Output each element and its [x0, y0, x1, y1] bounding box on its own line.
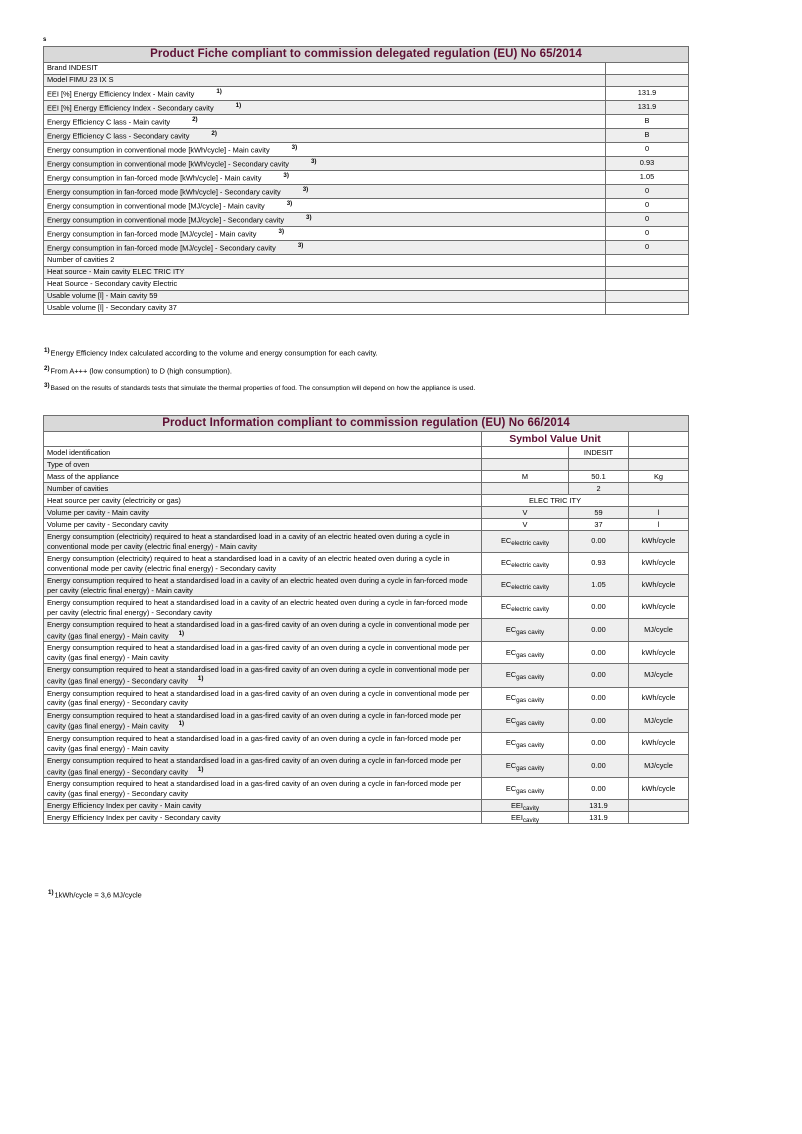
row-value	[606, 63, 689, 75]
footnote	[44, 348, 689, 358]
table-row	[44, 199, 689, 213]
table-row	[44, 255, 689, 267]
row-label	[44, 279, 606, 291]
footnote-marker: 3)	[297, 242, 304, 250]
row-label-text: Energy consumption in conventional mode [MJ/cycle] - Main cavity	[47, 201, 265, 211]
row-label	[44, 709, 482, 732]
table-row	[44, 575, 689, 597]
row-label-text: Energy consumption required to heat a standardised load in a gas-fired cavity of an oven during a cycle in conventional mode per cavity (gas final energy) - Secondary cavity	[47, 688, 470, 708]
row-symbol	[482, 471, 569, 483]
row-value: 0.93	[606, 157, 689, 171]
product-information-footnotes	[48, 890, 693, 900]
footnote-marker: 1)	[178, 720, 185, 728]
table-row	[44, 157, 689, 171]
row-label	[44, 519, 482, 531]
row-unit	[629, 800, 689, 812]
table-row	[44, 471, 689, 483]
row-symbol-base: EEI	[510, 800, 523, 810]
table-row	[44, 507, 689, 519]
row-symbol	[482, 619, 569, 642]
table-row	[44, 291, 689, 303]
row-label	[44, 157, 606, 171]
footnote-marker: 3)	[44, 382, 50, 390]
row-value: 0	[606, 213, 689, 227]
table-row	[44, 143, 689, 157]
table-row	[44, 531, 689, 553]
row-label	[44, 75, 606, 87]
row-value: 59	[569, 507, 629, 519]
footnote-text: 1kWh/cycle = 3,6 MJ/cycle	[54, 890, 142, 900]
row-value	[606, 75, 689, 87]
row-value: 0	[606, 241, 689, 255]
row-label-text: EEI [%] Energy Efficiency Index - Main cavity	[47, 89, 195, 99]
row-symbol-subscript: gas cavity	[516, 787, 545, 795]
row-label	[44, 755, 482, 778]
row-label	[44, 642, 482, 664]
row-label-text: Usable volume [l] - Secondary cavity 37	[47, 303, 177, 313]
row-symbol-subscript: cavity	[522, 804, 540, 812]
row-label	[44, 664, 482, 687]
table-row	[44, 495, 689, 507]
table-row	[44, 709, 689, 732]
row-label-text: Energy consumption in conventional mode [kWh/cycle] - Main cavity	[47, 145, 270, 155]
row-label	[44, 171, 606, 185]
table-row	[44, 227, 689, 241]
row-label-text: Volume per cavity - Main cavity	[47, 507, 149, 517]
row-symbol	[482, 507, 569, 519]
row-label	[44, 255, 606, 267]
footnote-marker: 3)	[286, 200, 293, 208]
table-row	[44, 664, 689, 687]
row-value: 0	[606, 143, 689, 157]
product-fiche-footnotes	[44, 348, 689, 393]
table2-title-row	[44, 416, 689, 432]
table-row	[44, 185, 689, 199]
table-row	[44, 129, 689, 143]
row-symbol	[482, 642, 569, 664]
row-label-text: Model FIMU 23 IX S	[47, 75, 114, 85]
row-label	[44, 507, 482, 519]
corner-mark: s	[43, 37, 47, 43]
row-label-text: Energy consumption in fan-forced mode [MJ/cycle] - Secondary cavity	[47, 243, 276, 253]
row-symbol	[482, 778, 569, 800]
row-symbol	[482, 447, 569, 459]
row-value: 131.9	[569, 800, 629, 812]
row-label	[44, 101, 606, 115]
footnote-marker: 1)	[48, 889, 54, 896]
footnote-marker: 1)	[235, 102, 242, 110]
row-unit: MJ/cycle	[629, 709, 689, 732]
row-symbol-base: EC	[505, 715, 517, 725]
table2-title: Product Information compliant to commission regulation (EU) No 66/2014	[44, 416, 689, 432]
table-row	[44, 800, 689, 812]
footnote-marker: 1)	[178, 629, 185, 637]
row-label	[44, 227, 606, 241]
row-value: 0.00	[569, 597, 629, 619]
row-unit: kWh/cycle	[629, 575, 689, 597]
footnote-marker: 1)	[44, 347, 50, 354]
row-symbol-subscript: electric cavity	[511, 584, 550, 592]
row-symbol	[482, 687, 569, 709]
footnote-text: From A+++ (low consumption) to D (high consumption).	[50, 366, 232, 376]
row-symbol	[482, 575, 569, 597]
row-symbol	[482, 812, 569, 824]
row-label-text: Energy consumption required to heat a standardised load in a cavity of an electric heated oven during a cycle in fan-forced mode per cavity (electric final energy) - Main cavity	[47, 576, 468, 595]
table-row	[44, 459, 689, 471]
row-label-text: Brand INDESIT	[47, 63, 98, 73]
table-row	[44, 241, 689, 255]
row-label-text: Volume per cavity - Secondary cavity	[47, 519, 169, 529]
row-unit	[629, 483, 689, 495]
row-unit: l	[629, 519, 689, 531]
table1-title-row	[44, 47, 689, 63]
row-value	[606, 267, 689, 279]
table1-title: Product Fiche compliant to commission delegated regulation (EU) No 65/2014	[44, 47, 689, 63]
table2-column-header-row	[44, 432, 689, 447]
footnote-marker: 2)	[192, 116, 198, 124]
row-unit	[629, 495, 689, 507]
footnote-text: Energy Efficiency Index calculated according to the volume and energy consumption for each cavity.	[50, 348, 378, 358]
column-header-symbol-value-unit: Symbol Value Unit	[482, 432, 629, 447]
row-label-text: Model identification	[47, 447, 111, 457]
table-row	[44, 553, 689, 575]
row-label-text: Heat Source - Secondary cavity Electric	[47, 279, 178, 289]
row-value: 131.9	[606, 101, 689, 115]
footnote-marker: 1)	[197, 765, 204, 773]
row-symbol-base: EC	[505, 624, 517, 634]
row-label	[44, 483, 482, 495]
row-symbol-base: V	[522, 519, 528, 529]
row-label-text: Energy consumption in conventional mode [kWh/cycle] - Secondary cavity	[47, 159, 289, 169]
row-value: 1.05	[569, 575, 629, 597]
row-symbol	[482, 755, 569, 778]
row-label	[44, 531, 482, 553]
row-symbol	[482, 733, 569, 755]
table-row	[44, 115, 689, 129]
row-label	[44, 267, 606, 279]
footnote-marker: 2)	[211, 130, 217, 138]
row-value: 0.93	[569, 553, 629, 575]
row-unit: kWh/cycle	[629, 687, 689, 709]
row-value: 0.00	[569, 619, 629, 642]
row-symbol	[482, 483, 569, 495]
row-value: 37	[569, 519, 629, 531]
row-symbol-base: EC	[505, 738, 517, 748]
row-value: INDESIT	[569, 447, 629, 459]
row-value: 0.00	[569, 755, 629, 778]
row-symbol	[482, 800, 569, 812]
footnote-marker: 2)	[44, 364, 50, 372]
row-value: 2	[569, 483, 629, 495]
row-label-text: Energy consumption in fan-forced mode [MJ/cycle] - Main cavity	[47, 229, 257, 239]
table-row	[44, 171, 689, 185]
row-value: 1.05	[606, 171, 689, 185]
row-symbol-base: EEI	[510, 812, 523, 822]
row-symbol-subscript: cavity	[522, 816, 540, 824]
row-label-text: EEI [%] Energy Efficiency Index - Secondary cavity	[47, 103, 214, 113]
footnote-marker: 3)	[310, 158, 317, 166]
row-symbol-base: EC	[505, 692, 517, 702]
row-label-text: Energy consumption required to heat a standardised load in a gas-fired cavity of an oven during a cycle in conventional mode per cavity (gas final energy) - Main cavity	[47, 643, 470, 662]
row-value	[606, 291, 689, 303]
row-symbol-base: M	[521, 471, 529, 481]
row-unit	[629, 812, 689, 824]
row-value	[606, 279, 689, 291]
row-label	[44, 115, 606, 129]
row-label	[44, 291, 606, 303]
row-value: 0.00	[569, 733, 629, 755]
row-symbol-subscript: electric cavity	[511, 606, 550, 614]
row-value: 0.00	[569, 664, 629, 687]
footnote-marker: 1)	[197, 674, 204, 682]
footnote-marker: 3)	[302, 186, 309, 194]
row-label	[44, 597, 482, 619]
row-label-text: Energy consumption in conventional mode [MJ/cycle] - Secondary cavity	[47, 215, 285, 225]
row-unit: l	[629, 507, 689, 519]
row-label	[44, 575, 482, 597]
table-row	[44, 687, 689, 709]
row-symbol-base: V	[522, 507, 528, 517]
column-header-blank-right	[629, 432, 689, 447]
footnote-marker: 3)	[278, 228, 285, 236]
table-row	[44, 267, 689, 279]
row-value: 131.9	[569, 812, 629, 824]
row-symbol-subscript: gas cavity	[516, 719, 545, 727]
row-label-text: Energy Efficiency C lass - Secondary cavity	[47, 131, 190, 141]
row-value: 0	[606, 227, 689, 241]
table-row	[44, 483, 689, 495]
row-symbol-base: EC	[500, 602, 512, 612]
row-label-text: Energy consumption (electricity) required to heat a standardised load in a cavity of an electric heated oven during a cycle in conventional mode per cavity (electric final energy) - Main cavity	[47, 532, 450, 551]
row-label-text: Mass of the appliance	[47, 471, 119, 481]
row-label	[44, 199, 606, 213]
row-symbol	[482, 664, 569, 687]
row-value: 0.00	[569, 531, 629, 553]
footnote-marker: 3)	[283, 172, 289, 180]
row-symbol-base: EC	[505, 670, 517, 680]
row-symbol-base: EC	[500, 558, 512, 568]
row-label	[44, 553, 482, 575]
table-row	[44, 755, 689, 778]
row-label	[44, 303, 606, 315]
row-label-text: Energy consumption required to heat a standardised load in a gas-fired cavity of an oven during a cycle in fan-forced mode per cavity (gas final energy) - Secondary cavity	[47, 779, 462, 798]
table-row	[44, 87, 689, 101]
row-label-text: Energy Efficiency Index per cavity - Secondary cavity	[47, 812, 221, 822]
row-label-text: Energy Efficiency C lass - Main cavity	[47, 117, 171, 127]
table-row	[44, 597, 689, 619]
row-symbol-base: EC	[500, 580, 512, 590]
footnote	[44, 383, 689, 393]
row-symbol	[482, 459, 569, 471]
row-label	[44, 687, 482, 709]
footnote-marker: 3)	[306, 214, 312, 222]
row-value: B	[606, 129, 689, 143]
row-label-text: Type of oven	[47, 459, 90, 469]
row-value	[569, 459, 629, 471]
row-value	[606, 303, 689, 315]
row-label-text: Energy consumption required to heat a standardised load in a gas-fired cavity of an oven during a cycle in conventional mode per cavity (gas final energy) - Secondary cavity	[47, 665, 470, 686]
row-unit: kWh/cycle	[629, 553, 689, 575]
row-label-text: Energy consumption in fan-forced mode [kWh/cycle] - Secondary cavity	[47, 187, 281, 197]
table-row	[44, 642, 689, 664]
row-label	[44, 185, 606, 199]
row-label-text: Energy consumption required to heat a standardised load in a gas-fired cavity of an oven during a cycle in fan-forced mode per cavity (gas final energy) - Main cavity	[47, 734, 462, 753]
row-label-text: Energy consumption required to heat a standardised load in a cavity of an electric heated oven during a cycle in fan-forced mode per cavity (electric final energy) - Secondary cavity	[47, 598, 468, 617]
footnote-marker: 3)	[291, 144, 298, 152]
row-unit: kWh/cycle	[629, 778, 689, 800]
row-label-text: Number of cavities 2	[47, 255, 115, 265]
row-symbol-subscript: electric cavity	[511, 540, 550, 548]
row-value: 0.00	[569, 642, 629, 664]
table-row	[44, 812, 689, 824]
row-value: 131.9	[606, 87, 689, 101]
row-label	[44, 459, 482, 471]
row-label	[44, 800, 482, 812]
row-unit: kWh/cycle	[629, 642, 689, 664]
table-row	[44, 519, 689, 531]
row-symbol	[482, 553, 569, 575]
row-label-text: Energy consumption (electricity) required to heat a standardised load in a cavity of an electric heated oven during a cycle in conventional mode per cavity (electric final energy) - Secondary cavity	[47, 554, 450, 573]
row-label-text: Energy consumption in fan-forced mode [kWh/cycle] - Main cavity	[47, 173, 262, 183]
row-label-text: Number of cavities	[47, 483, 109, 493]
footnote	[44, 366, 689, 376]
table-row	[44, 733, 689, 755]
row-label-text: Usable volume [l] - Main cavity 59	[47, 291, 158, 301]
row-unit: kWh/cycle	[629, 733, 689, 755]
table-row	[44, 447, 689, 459]
row-label	[44, 87, 606, 101]
row-symbol-subscript: gas cavity	[516, 674, 545, 682]
row-symbol-subscript: gas cavity	[516, 696, 545, 704]
row-label	[44, 619, 482, 642]
column-header-blank	[44, 432, 482, 447]
row-symbol	[482, 519, 569, 531]
row-label	[44, 778, 482, 800]
row-unit: MJ/cycle	[629, 619, 689, 642]
row-label-text: Energy consumption required to heat a standardised load in a gas-fired cavity of an oven during a cycle in fan-forced mode per cavity (gas final energy) - Main cavity	[47, 710, 462, 731]
table-row	[44, 63, 689, 75]
row-label	[44, 143, 606, 157]
row-label	[44, 812, 482, 824]
row-symbol-subscript: gas cavity	[516, 651, 545, 659]
row-label	[44, 129, 606, 143]
product-information-table	[43, 415, 689, 824]
row-symbol-subscript: gas cavity	[516, 628, 545, 636]
row-unit: MJ/cycle	[629, 755, 689, 778]
row-symbol-subscript: gas cavity	[516, 742, 545, 750]
row-label	[44, 471, 482, 483]
row-symbol	[482, 709, 569, 732]
row-label	[44, 733, 482, 755]
row-unit: MJ/cycle	[629, 664, 689, 687]
row-unit: Kg	[629, 471, 689, 483]
row-value: 0	[606, 199, 689, 213]
footnote-text: Based on the results of standards tests that simulate the thermal properties of food. The consumption will depend on how the appliance is used.	[50, 385, 476, 393]
product-fiche-table	[43, 46, 689, 315]
row-symbol-base: EC	[505, 761, 517, 770]
row-label-text: Energy Efficiency Index per cavity - Main cavity	[47, 800, 202, 810]
row-value: 0.00	[569, 778, 629, 800]
table-row	[44, 279, 689, 291]
row-value: 0.00	[569, 709, 629, 732]
row-unit	[629, 447, 689, 459]
footnote	[48, 890, 693, 900]
row-unit: kWh/cycle	[629, 597, 689, 619]
table-row	[44, 778, 689, 800]
row-label	[44, 447, 482, 459]
row-value	[606, 255, 689, 267]
table-row	[44, 213, 689, 227]
row-symbol	[482, 531, 569, 553]
row-symbol-subscript: electric cavity	[511, 562, 550, 570]
row-value: 0	[606, 185, 689, 199]
row-label-text: Energy consumption required to heat a standardised load in a gas-fired cavity of an oven during a cycle in conventional mode per cavity (gas final energy) - Main cavity	[47, 620, 470, 640]
table-row	[44, 619, 689, 642]
row-symbol	[482, 597, 569, 619]
row-label-text: Heat source per cavity (electricity or gas)	[47, 495, 181, 505]
row-label	[44, 495, 482, 507]
row-label-text: Heat source - Main cavity ELEC TRIC ITY	[47, 267, 185, 277]
table-row	[44, 303, 689, 315]
row-symbol-base: EC	[505, 647, 517, 657]
row-value: B	[606, 115, 689, 129]
table-row	[44, 101, 689, 115]
row-unit: kWh/cycle	[629, 531, 689, 553]
row-symbol-subscript: gas cavity	[516, 765, 545, 772]
row-label	[44, 213, 606, 227]
row-unit	[629, 459, 689, 471]
row-symbol-base: EC	[500, 536, 512, 546]
footnote-marker: 1)	[216, 88, 222, 96]
row-value: 50.1	[569, 471, 629, 483]
row-label-text: Energy consumption required to heat a standardised load in a gas-fired cavity of an oven during a cycle in fan-forced mode per cavity (gas final energy) - Secondary cavity	[47, 756, 462, 776]
row-value: ELEC TRIC ITY	[482, 495, 629, 507]
table-row	[44, 75, 689, 87]
row-symbol-base: EC	[505, 783, 517, 793]
row-label	[44, 241, 606, 255]
row-label	[44, 63, 606, 75]
row-value: 0.00	[569, 687, 629, 709]
